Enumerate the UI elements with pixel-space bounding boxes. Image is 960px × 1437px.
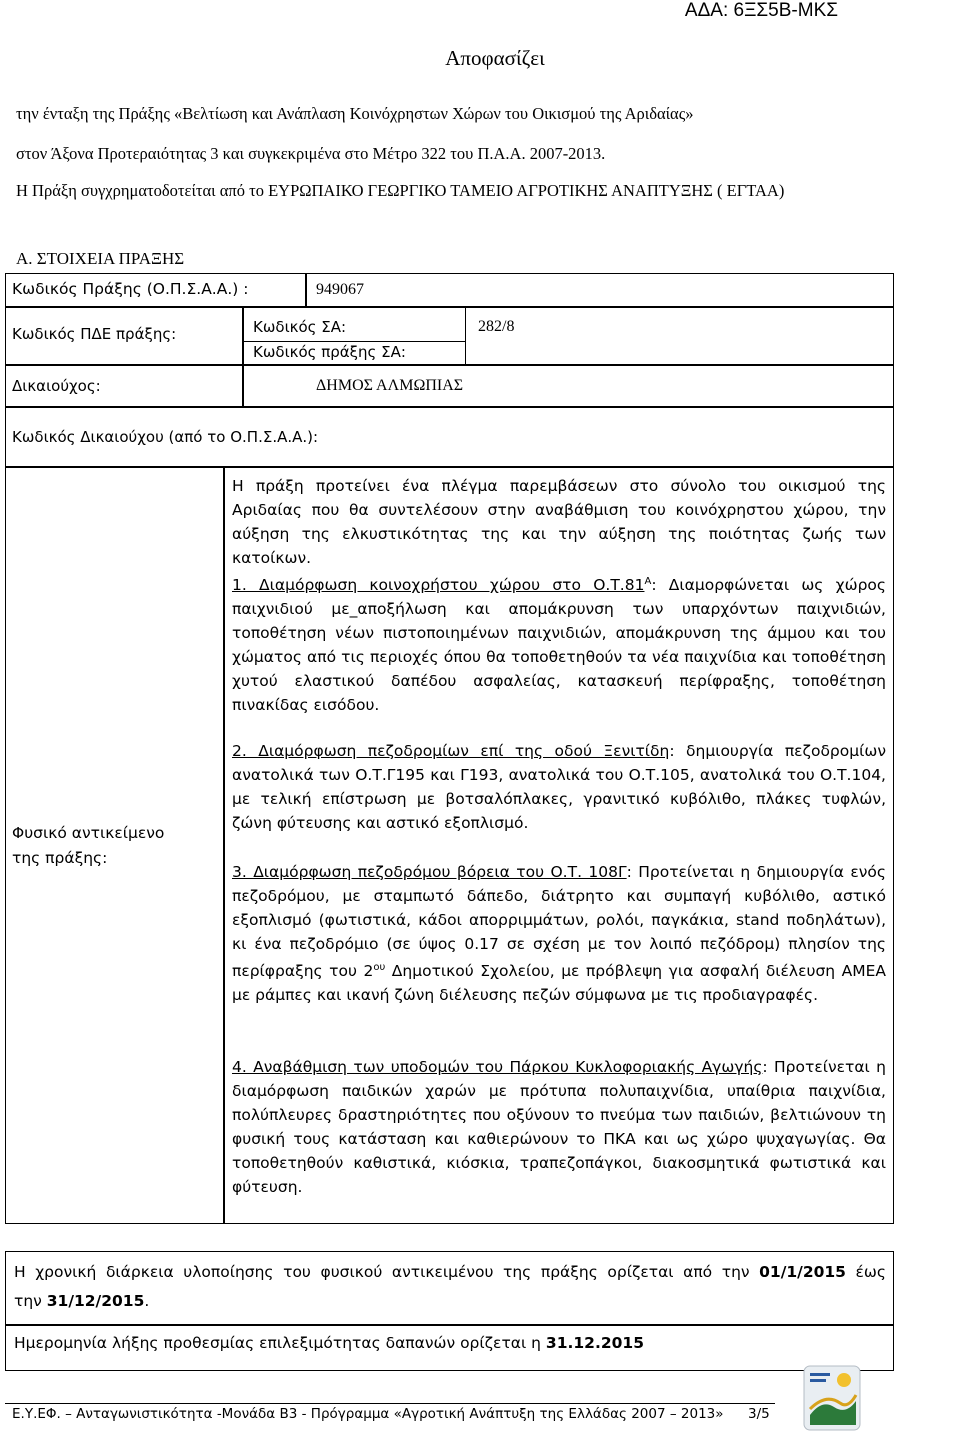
duration-line-1 [14, 1256, 886, 1289]
divider [242, 307, 244, 407]
duration-text: έως [845, 1263, 886, 1281]
description-item-4 [232, 1055, 886, 1199]
item-3-sup: ου [373, 962, 386, 973]
item-1-text: : Διαμορφώνεται ως χώρος παιχνιδιού με_αποξήλωση και απομάκρυνση των υπαρχόντων παιχνιδιών, τοποθέτηση νέων πιστοποιημένων παιχνιδιών, απομάκρυνση της άμμου και του χώματος από τις περιοχές όπου θα τοποθετηθούν τα νέα παιχνίδια και τοποθέτηση χυτού ελαστικού δαπέδου ασφαλείας, κατασκευή περίφραξης, τοποθέτηση πινακίδας εισόδου. [232, 576, 886, 715]
intro-line-2: στον Άξονα Προτεραιότητας 3 και συγκεκριμένα στο Μέτρο 322 του Π.Α.Α. 2007-2013. [16, 144, 606, 163]
deadline-line [14, 1334, 644, 1352]
beneficiary-label: Δικαιούχος: [12, 377, 101, 395]
code-pde-label: Κωδικός ΠΔΕ πράξης: [12, 325, 177, 343]
ada-code: ΑΔΑ: 6ΞΣ5Β-ΜΚΣ [684, 0, 838, 21]
divider [223, 467, 225, 1224]
deadline-text: Ημερομηνία λήξης προθεσμίας επιλεξιμότητας δαπανών ορίζεται η [14, 1334, 546, 1352]
logo-icon [782, 1363, 882, 1433]
duration-end: 31/12/2015 [46, 1292, 145, 1310]
footer-text: Ε.Υ.ΕΦ. – Ανταγωνιστικότητα -Μονάδα Β3 - Πρόγραμμα «Αγροτική Ανάπτυξη της Ελλάδας 2007 – 2013» [12, 1406, 724, 1422]
divider [5, 364, 894, 366]
item-4-title: 4. Αναβάθμιση των υποδομών του Πάρκου Κυκλοφοριακής Αγωγής [232, 1058, 763, 1076]
description-paragraph: Η πράξη προτείνει ένα πλέγμα παρεμβάσεων στο σύνολο του οικισμού της Αριδαίας που θα συντελέσουν στην αναβάθμιση του κοινόχρηστου χώρου, την αύξηση της ελκυστικότητας της και την αύξηση της ποιότητας ζωής των κατοίκων. [232, 477, 886, 567]
code-opsaa-value: 949067 [316, 281, 364, 298]
description-intro [232, 474, 886, 717]
beneficiary-code-label: Κωδικός Δικαιούχου (από το Ο.Π.Σ.Α.Α.): [12, 428, 319, 446]
item-4-text: : Προτείνεται η διαμόρφωση παιδικών χαρών με πρότυπα πολυπαιχνίδια, υπαίθρια παιχνίδια, πολύπλευρες δραστηριότητες που οξύνουν το πνεύμα των παιδιών, βελτιώνουν τη φυσική τους κατάσταση και καθιερώνουν το ΠΚΑ και ως χώρο ψυχαγωγίας. Θα τοποθετηθούν καθιστικά, κιόσκια, τραπεζοπάγκοι, διακοσμητικά φωτιστικά και φύτευση. [232, 1058, 886, 1196]
item-1-title: 1. Διαμόρφωση κοινοχρήστου χώρου στο Ο.Τ.81 [232, 576, 645, 595]
item-2-title: 2. Διαμόρφωση πεζοδρομίων επί της οδού Ξενιτίδη [232, 742, 670, 760]
item-3-title: 3. Διαμόρφωση πεζοδρόμου βόρεια του Ο.Τ. 108Γ [232, 863, 627, 881]
description-item-2 [232, 739, 886, 835]
duration-start: 01/1/2015 [759, 1263, 846, 1281]
duration-text: Η χρονική διάρκεια υλοποίησης του φυσικού αντικειμένου της πράξης ορίζεται από την [14, 1263, 760, 1281]
footer-rule [5, 1403, 775, 1404]
divider [465, 307, 466, 364]
item-3-text-a: : Προτείνεται η δημιουργία ενός πεζοδρόμου, με σταμπωτό δάπεδο, διάτρητο και συμπαγή κυβόλιθο, αστικό εξοπλισμό (φωτιστικά, κάδοι απορριμμάτων, ρολόι, παγκάκια, stand ποδηλάτων), κι ένα πεζοδρόμιο (σε ύψος 0.17 σε σχέση με τον λοιπό πεζόδρομ) πλησίον της περίφραξης του 2 [232, 863, 886, 981]
duration-text: . [144, 1292, 150, 1310]
item-3-text-b: Δημοτικού Σχολείου, με πρόβλεψη για ασφαλή διέλευση ΑΜΕΑ με ράμπες και ικανή ζώνη διέλευσης πεζών σύμφωνα με τις προδιαγραφές. [232, 962, 887, 1005]
intro-line-3: Η Πράξη συγχρηματοδοτείται από το ΕΥΡΩΠΑΙΚΟ ΓΕΩΡΓΙΚΟ ΤΑΜΕΙΟ ΑΓΡΟΤΙΚΗΣ ΑΝΑΠΤΥΞΗΣ ( ΕΓΤΑΑ) [16, 181, 785, 200]
description-item-3 [232, 860, 886, 1007]
duration-text: την [14, 1292, 47, 1310]
page-title: Αποφασίζει [445, 46, 545, 70]
code-sa-label: Κωδικός ΣΑ: [253, 318, 347, 336]
physical-object-label-1: Φυσικό αντικείμενο [12, 824, 165, 842]
section-heading: Α. ΣΤΟΙΧΕΙΑ ΠΡΑΞΗΣ [16, 249, 185, 268]
item-2-text: : δημιουργία πεζοδρομίων ανατολικά των Ο.Τ.Γ195 και Γ193, ανατολικά του Ο.Τ.105, ανατολικά του Ο.Τ.104, με τελική επίστρωση με βοτσαλόπλακες, γρανιτικό κυβόλιθο, πλάκες τυφλών, ζώνη φύτευσης και αστικό εξοπλισμό. [232, 742, 886, 832]
deadline-date: 31.12.2015 [545, 1334, 644, 1352]
beneficiary-value: ΔΗΜΟΣ ΑΛΜΩΠΙΑΣ [316, 377, 464, 394]
item-1-sup: Α [644, 576, 652, 587]
code-praxis-sa-label: Κωδικός πράξης ΣΑ: [253, 343, 406, 361]
code-opsaa-label: Κωδικός Πράξης (Ο.Π.Σ.Α.Α.) : [12, 280, 249, 298]
divider [305, 273, 307, 307]
physical-object-label-2: της πράξης: [12, 849, 108, 867]
divider [242, 341, 465, 342]
code-sa-value: 282/8 [478, 318, 515, 335]
page-number: 3/5 [748, 1406, 770, 1422]
divider [5, 1324, 894, 1326]
duration-line-2 [14, 1292, 149, 1310]
description-item-1 [232, 570, 886, 717]
intro-line-1: την ένταξη της Πράξης «Βελτίωση και Ανάπλαση Κοινόχρηστων Χώρων του Οικισμού της Αριδαίας» [16, 104, 694, 123]
